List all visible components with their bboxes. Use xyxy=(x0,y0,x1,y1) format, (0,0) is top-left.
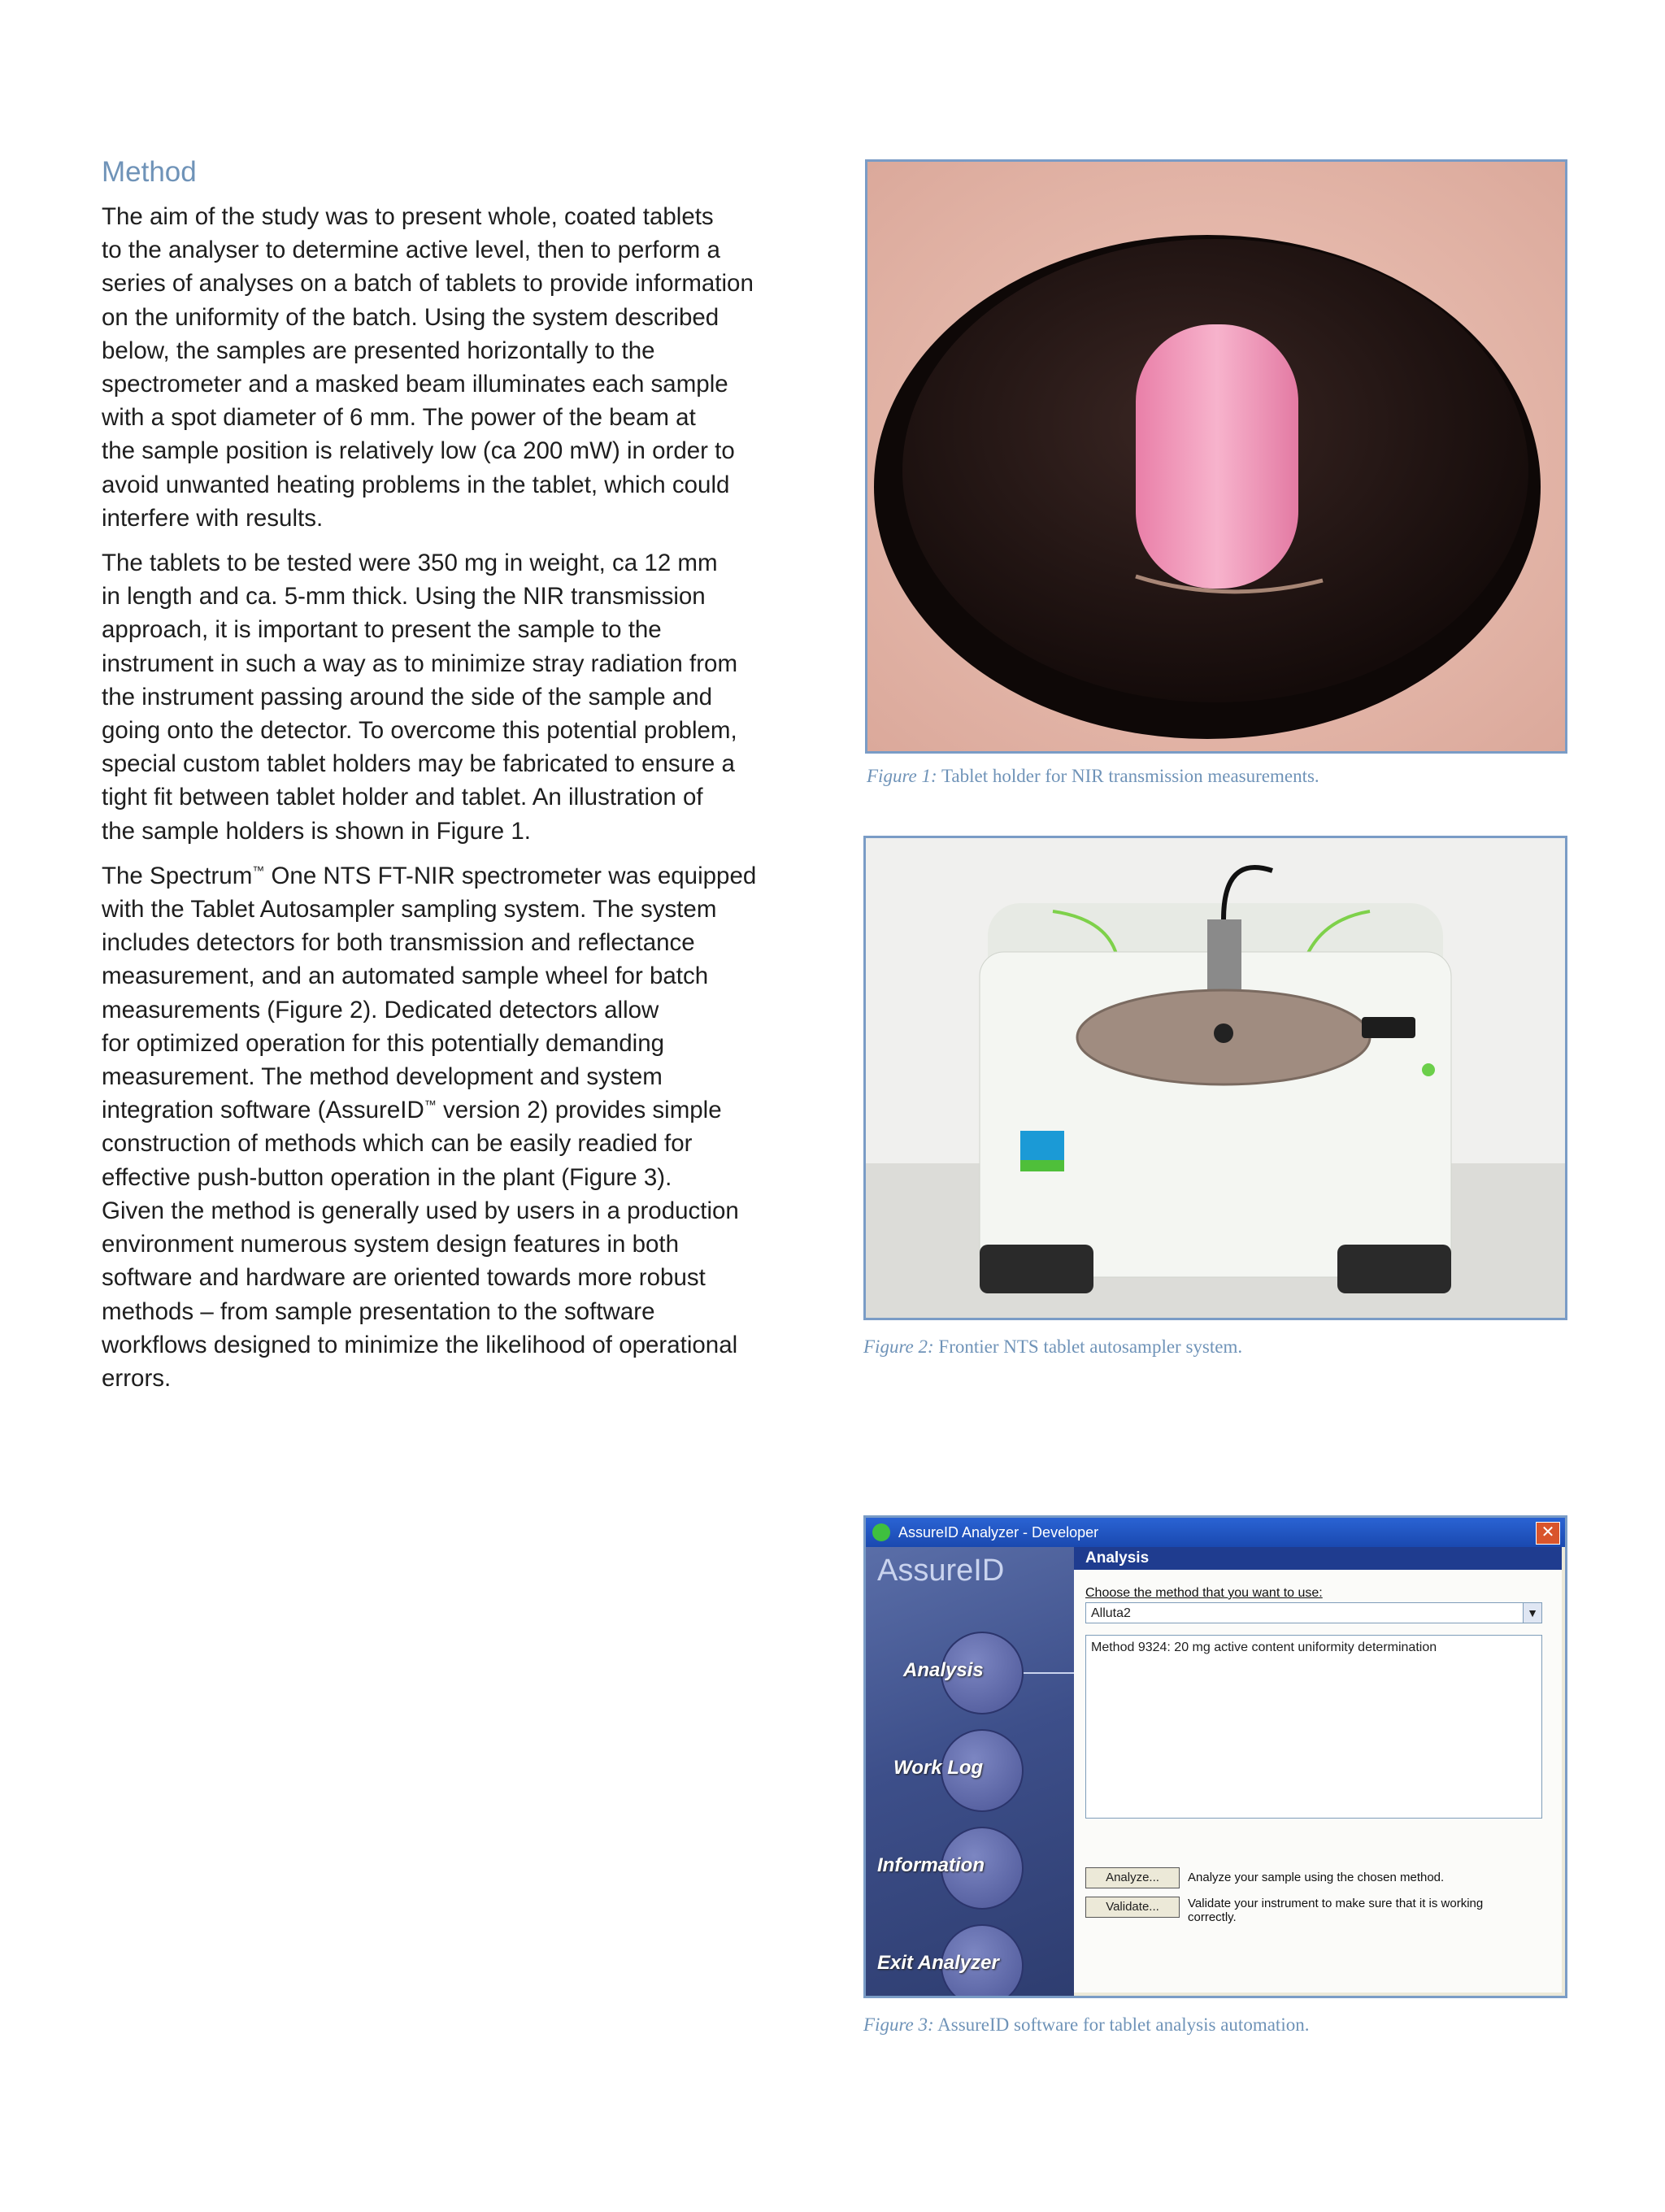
method-section xyxy=(102,156,801,1406)
method-description-box xyxy=(1085,1635,1542,1819)
power-led xyxy=(1422,1063,1435,1076)
paragraph-3 xyxy=(102,859,801,1395)
right-foot xyxy=(1337,1245,1451,1293)
autosampler-illustration xyxy=(866,838,1565,1318)
paragraph-2: The tablets to be tested were 350 mg in weight, ca 12 mm in length and ca. 5-mm thick. Using the NIR transmission approach, it is important to present the sample to the instrument in such a way as to minimize stray radiation from the instrument passing around the side of the sample and going onto the detector. To overcome this potential problem, special custom tablet holders may be fabricated to ensure a tight fit between tablet holder and tablet. An illustration of the sample holders is shown in Figure 1. xyxy=(102,550,738,845)
logo-badge-stripe xyxy=(1020,1160,1064,1171)
status-display xyxy=(1362,1017,1415,1038)
chevron-down-icon[interactable]: ▼ xyxy=(1523,1603,1541,1623)
figure-3-label: Figure 3: xyxy=(863,2014,934,2035)
figure-2-caption-text: Frontier NTS tablet autosampler system. xyxy=(933,1336,1243,1357)
figure-3-assureid-screenshot xyxy=(863,1515,1567,1998)
probe-head xyxy=(1207,919,1241,1001)
paragraph-1: The aim of the study was to present whole, coated tablets to the analyser to determine active level, then to perform a series of analyses on a batch of tablets to provide information on the uniformity of the batch. Using the system described below, the samples are presented horizontally to the spectrometer and a masked beam illuminates each sample with a spot diameter of 6 mm. The power of the beam at the sample position is relatively low (ca 200 mW) in order to avoid unwanted heating problems in the tablet, which could interfere with results. xyxy=(102,203,754,532)
paragraph-3-part-b: One NTS FT-NIR spectrometer was equipped with the Tablet Autosampler sampling system. The system includes detectors for both transmission and reflectance measurement, and an automated sample wheel for batch measurements (Figure 2). Dedicated detectors allow for optimized operation for this potentially demanding measurement. The method development and system integration software (AssureID xyxy=(102,862,757,1124)
figure-3-caption xyxy=(863,2014,1309,2036)
figure-2-autosampler-photo xyxy=(863,836,1567,1320)
nav-information-label[interactable]: Information xyxy=(877,1854,985,1876)
figure-1-caption-text: Tablet holder for NIR transmission measurements. xyxy=(937,766,1319,786)
app-icon xyxy=(872,1523,890,1541)
validate-description: Validate your instrument to make sure that it is working correctly. xyxy=(1188,1897,1484,1924)
figure-2-caption xyxy=(863,1336,1242,1358)
method-description: Method 9324: 20 mg active content uniformity determination xyxy=(1091,1641,1437,1654)
figure-1-label: Figure 1: xyxy=(867,766,937,786)
pink-tablet xyxy=(1136,324,1298,589)
paragraph-3-part-c: version 2) provides simple construction of methods which can be easily readied for effective push-button operation in the plant (Figure 3). Given the method is generally used by users in a production environment numerous system design features in both software and hardware are oriented towards more robust methods – from sample presentation to the software workflows designed to minimize the likelihood of operational errors. xyxy=(102,1097,739,1392)
trademark-mark: ™ xyxy=(252,864,265,879)
brand-logo: AssureID xyxy=(877,1554,1005,1588)
figure-1-tablet-holder-image xyxy=(865,159,1567,754)
panel-title: Analysis xyxy=(1074,1547,1562,1570)
active-indicator-line xyxy=(1020,1672,1074,1674)
nav-analysis-label[interactable]: Analysis xyxy=(903,1659,984,1681)
window-titlebar xyxy=(866,1518,1565,1547)
analyze-description: Analyze your sample using the chosen method. xyxy=(1188,1871,1445,1884)
paragraph-3-part-a: The Spectrum xyxy=(102,862,253,889)
method-select[interactable] xyxy=(1085,1602,1542,1623)
figure-3-caption-text: AssureID software for tablet analysis automation. xyxy=(933,2014,1310,2035)
trademark-mark-2: ™ xyxy=(424,1098,437,1113)
method-select-value: Alluta2 xyxy=(1091,1606,1131,1620)
figure-2-label: Figure 2: xyxy=(863,1336,934,1357)
left-foot xyxy=(980,1245,1093,1293)
validate-button[interactable]: Validate... xyxy=(1085,1897,1180,1918)
tablet-holder-illustration xyxy=(867,162,1565,751)
window-title: AssureID Analyzer - Developer xyxy=(898,1524,1099,1541)
wheel-hub xyxy=(1214,1023,1233,1043)
analysis-panel xyxy=(1074,1547,1562,1993)
nav-exit-label[interactable]: Exit Analyzer xyxy=(877,1952,999,1974)
analyze-button[interactable]: Analyze... xyxy=(1085,1867,1180,1888)
navigation-panel xyxy=(866,1547,1074,1996)
close-icon[interactable]: ✕ xyxy=(1536,1522,1560,1545)
figure-1-caption xyxy=(867,766,1319,787)
method-choice-label: Choose the method that you want to use: xyxy=(1085,1586,1323,1600)
nav-work-log-label[interactable]: Work Log xyxy=(893,1757,984,1779)
section-heading: Method xyxy=(102,156,197,188)
